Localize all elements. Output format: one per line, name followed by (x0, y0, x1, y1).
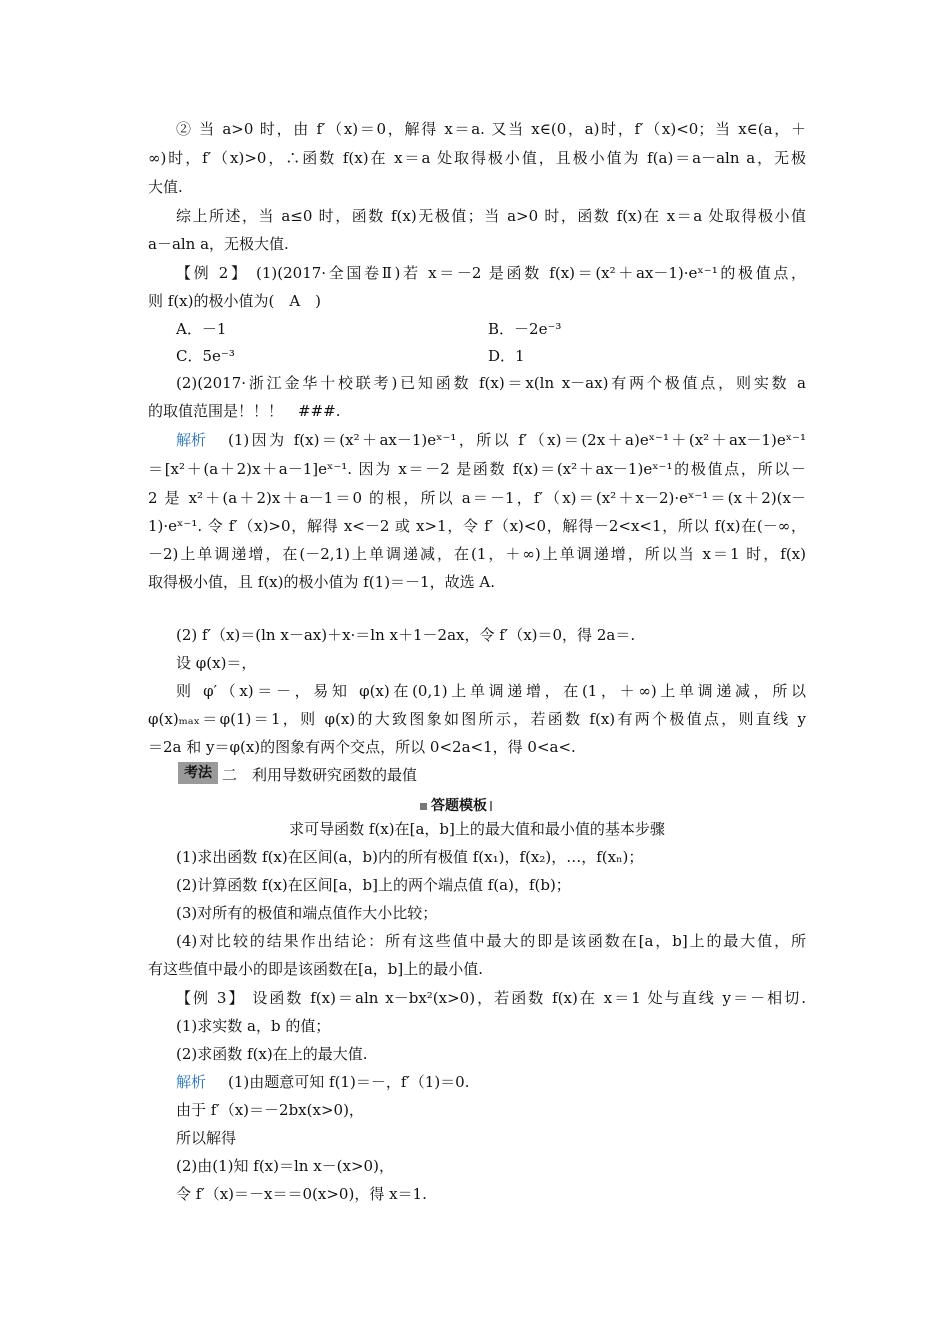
example-2-heading: 【例 2】 (1)(2017·全国卷Ⅱ)若 x＝－2 是函数 f(x)＝(x²＋ax－1)·eˣ⁻¹的极值点， (176, 264, 806, 282)
solution-label: 解析 (176, 1073, 207, 1091)
answer-template-banner (420, 795, 492, 815)
text-line: 取得极小值，且 f(x)的极小值为 f(1)＝－1，故选 A. (148, 573, 495, 591)
text-line: 的取值范围是！！！ ###. (148, 402, 341, 420)
text-line: (2)求函数 f(x)在上的最大值. (176, 1045, 368, 1063)
text-line: (1)求出函数 f(x)在区间(a，b)内的所有极值 f(x₁)，f(x₂)，…，f(xₙ)； (176, 848, 644, 866)
text-line: －2)上单调递增，在(－2,1)上单调递减，在(1，＋∞)上单调递增，所以当 x＝1 时，f(x) (148, 545, 806, 563)
text-line: 设 φ(x)＝， (176, 654, 257, 672)
text-line: 令 f′（x)＝－x＝＝0(x>0)，得 x＝1. (176, 1185, 427, 1203)
solution-label: 解析 (176, 431, 207, 449)
text-line: 有这些值中最小的即是该函数在[a，b]上的最小值. (148, 960, 484, 978)
text-line: ＝[x²＋(a＋2)x＋a－1]eˣ⁻¹. 因为 x＝－2 是函数 f(x)＝(x²＋ax－1)eˣ⁻¹的极值点，所以－ (148, 460, 806, 478)
method-tag: 考法 (178, 762, 218, 784)
text-line: a－aln a，无极大值. (148, 235, 289, 253)
square-icon (420, 803, 427, 810)
text-line: 综上所述，当 a≤0 时，函数 f(x)无极值；当 a>0 时，函数 f(x)在 x＝a 处取得极小值 (176, 207, 806, 225)
text-line: (3)对所有的极值和端点值作大小比较； (176, 904, 438, 922)
text-line: ＝2a 和 y＝φ(x)的图象有两个交点，所以 0<2a<1，得 0<a<. (148, 738, 576, 756)
text-line: 则 φ′（x)＝－，易知 φ(x)在(0,1)上单调递增，在(1，＋∞)上单调递减，所以 (176, 682, 806, 700)
text-line: 由于 f′（x)＝－2bx(x>0)， (176, 1101, 364, 1119)
template-title: 求可导函数 f(x)在[a，b]上的最大值和最小值的基本步骤 (289, 820, 665, 838)
text-line: (2) f′（x)＝(ln x－ax)＋x·＝ln x＋1－2ax，令 f′（x)＝0，得 2a＝. (176, 626, 636, 644)
bar-icon (490, 801, 492, 811)
example-3-heading: 【例 3】 设函数 f(x)＝aln x－bx²(x>0)，若函数 f(x)在 x＝1 处与直线 y＝－相切. (176, 989, 806, 1007)
text-line: 所以解得 (176, 1129, 237, 1147)
text-line: (2)由(1)知 f(x)＝ln x－(x>0)， (176, 1157, 394, 1175)
text-line: (1)由题意可知 f(1)＝－，f′（1)＝0. (228, 1073, 470, 1091)
text-line: ② 当 a>0 时，由 f′（x)＝0，解得 x＝a. 又当 x∈(0，a)时，f′（x)<0；当 x∈(a，＋ (176, 120, 806, 138)
choice-d: D．1 (488, 347, 525, 365)
text-line: 2 是 x²＋(a＋2)x＋a－1＝0 的根，所以 a＝－1，f′（x)＝(x²＋x－2)·eˣ⁻¹＝(x＋2)(x－ (148, 489, 806, 507)
text-line: (2)(2017·浙江金华十校联考)已知函数 f(x)＝x(ln x－ax)有两个极值点，则实数 a (176, 374, 806, 392)
text-line: 大值. (148, 178, 183, 196)
text-line: 1)·eˣ⁻¹. 令 f′（x)>0，解得 x<－2 或 x>1，令 f′（x)<0，解得－2<x<1，所以 f(x)在(－∞， (148, 517, 806, 535)
text-line: (4)对比较的结果作出结论：所有这些值中最大的即是该函数在[a，b]上的最大值，所 (176, 932, 806, 950)
text-line: φ(x)ₘₐₓ＝φ(1)＝1，则 φ(x)的大致图象如图所示，若函数 f(x)有两个极值点，则直线 y (148, 710, 806, 728)
text-line: (2)计算函数 f(x)在区间[a，b]上的两个端点值 f(a)，f(b)； (176, 876, 571, 894)
section-heading: 二 利用导数研究函数的最值 (222, 766, 418, 784)
text-line: (1)求实数 a，b 的值； (176, 1017, 331, 1035)
choice-a: A．－1 (176, 320, 227, 338)
text-line: ∞)时，f′（x)>0，∴函数 f(x)在 x＝a 处取得极小值，且极小值为 f(a)＝a－aln a，无极 (148, 149, 806, 167)
choice-c: C．5e⁻³ (176, 347, 235, 365)
text-line: 则 f(x)的极小值为( A ) (148, 292, 322, 310)
text-line: (1)因为 f(x)＝(x²＋ax－1)eˣ⁻¹，所以 f′（x)＝(2x＋a)eˣ⁻¹＋(x²＋ax－1)eˣ⁻¹ (228, 431, 806, 449)
choice-b: B．－2e⁻³ (488, 320, 562, 338)
banner-label: 答题模板 (431, 798, 487, 814)
